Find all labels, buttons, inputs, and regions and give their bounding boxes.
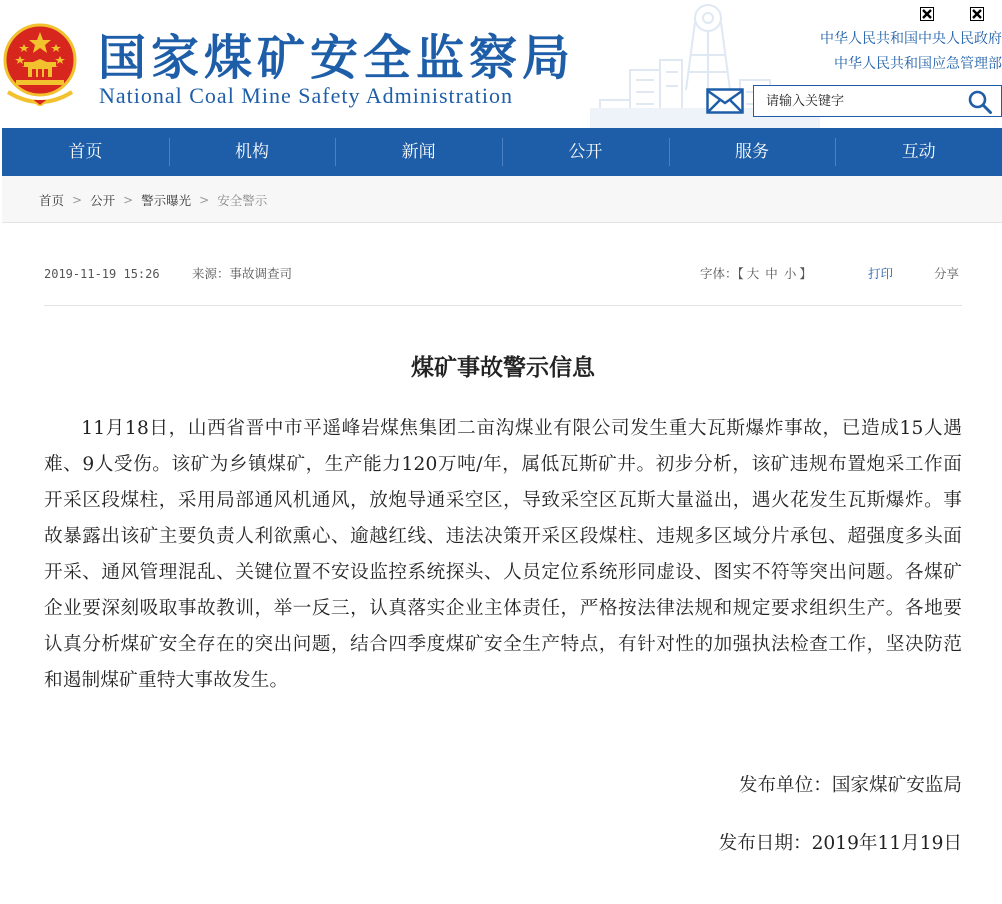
main-nav bbox=[2, 128, 1002, 176]
publisher-line: 发布单位：国家煤矿安监局 bbox=[738, 775, 962, 796]
chevron-right-icon: > bbox=[72, 192, 83, 207]
close-icon[interactable] bbox=[920, 7, 934, 21]
article-title: 煤矿事故警示信息 bbox=[411, 354, 595, 381]
emergency-ministry-link[interactable]: 中华人民共和国应急管理部 bbox=[834, 56, 1002, 72]
font-size-large[interactable]: 大 bbox=[746, 266, 760, 281]
nav-item-public[interactable]: 公开 bbox=[502, 128, 669, 176]
breadcrumb-warning-exposure[interactable]: 警示曝光 bbox=[141, 192, 192, 208]
central-government-link[interactable]: 中华人民共和国中央人民政府 bbox=[820, 31, 1002, 47]
chevron-right-icon: > bbox=[199, 192, 210, 207]
article-source: 来源：事故调查司 bbox=[192, 266, 293, 281]
breadcrumb-bar bbox=[2, 176, 1002, 223]
nav-item-service[interactable]: 服务 bbox=[669, 128, 836, 176]
breadcrumb-public[interactable]: 公开 bbox=[90, 192, 116, 208]
site-title-english: National Coal Mine Safety Administration bbox=[99, 83, 513, 108]
share-link[interactable]: 分享 bbox=[934, 266, 960, 281]
font-size-control bbox=[700, 264, 812, 284]
font-size-medium[interactable]: 中 bbox=[765, 266, 778, 281]
nav-item-home[interactable]: 首页 bbox=[68, 142, 103, 162]
article-body: 11月18日，山西省晋中市平遥峰岩煤焦集团二亩沟煤业有限公司发生重大瓦斯爆炸事故，已造成15人遇难、9人受伤。该矿为乡镇煤矿，生产能力120万吨/年，属低瓦斯矿井。初步分析，该矿违规布置炮采工作面开采区段煤柱，采用局部通风机通风，放炮导通采空区，导致采空区瓦斯大量溢出，遇火花发生瓦斯爆炸。事故暴露出该矿主要负责人利欲熏心、逾越红线、违法决策开采区段煤柱、违规多区域分片承包、超强度多头面开采、通风管理混乱、关键位置不安设监控系统探头、人员定位系统形同虚设、图实不符等突出问题。各煤矿企业要深刻吸取事故教训，举一反三，认真落实企业主体责任，严格按法律法规和规定要求组织生产。各地要认真分析煤矿安全存在的突出问题，结合四季度煤矿安全生产特点，有针对性的加强执法检查工作，坚决防范和遏制煤矿重特大事故发生。 bbox=[44, 418, 962, 691]
chevron-right-icon: > bbox=[123, 192, 134, 207]
site-header bbox=[0, 0, 1002, 128]
font-size-label: 字体： bbox=[700, 266, 738, 281]
mail-icon[interactable] bbox=[706, 88, 744, 114]
nav-item-organization[interactable]: 机构 bbox=[169, 128, 336, 176]
font-bracket-close: 】 bbox=[799, 266, 812, 281]
publish-datetime: 2019-11-19 15:26 bbox=[44, 267, 160, 281]
search-box bbox=[753, 85, 1002, 117]
breadcrumb bbox=[39, 176, 267, 223]
search-icon[interactable] bbox=[967, 89, 993, 115]
nav-item-news[interactable]: 新闻 bbox=[335, 128, 502, 176]
font-size-small[interactable]: 小 bbox=[783, 266, 797, 281]
breadcrumb-safety-warning: 安全警示 bbox=[217, 192, 268, 208]
search-input[interactable] bbox=[754, 86, 959, 116]
site-title-chinese: 国家煤矿安全监察局 bbox=[98, 30, 576, 86]
publish-date-line: 发布日期：2019年11月19日 bbox=[718, 833, 962, 854]
nav-item-interaction[interactable]: 互动 bbox=[835, 128, 1002, 176]
breadcrumb-home[interactable]: 首页 bbox=[39, 192, 65, 208]
close-icon[interactable] bbox=[970, 7, 984, 21]
print-link[interactable]: 打印 bbox=[868, 266, 894, 281]
font-bracket-open: 【 bbox=[737, 266, 744, 281]
article-meta bbox=[44, 264, 962, 284]
meta-divider bbox=[44, 305, 962, 306]
national-emblem-icon bbox=[2, 22, 78, 106]
